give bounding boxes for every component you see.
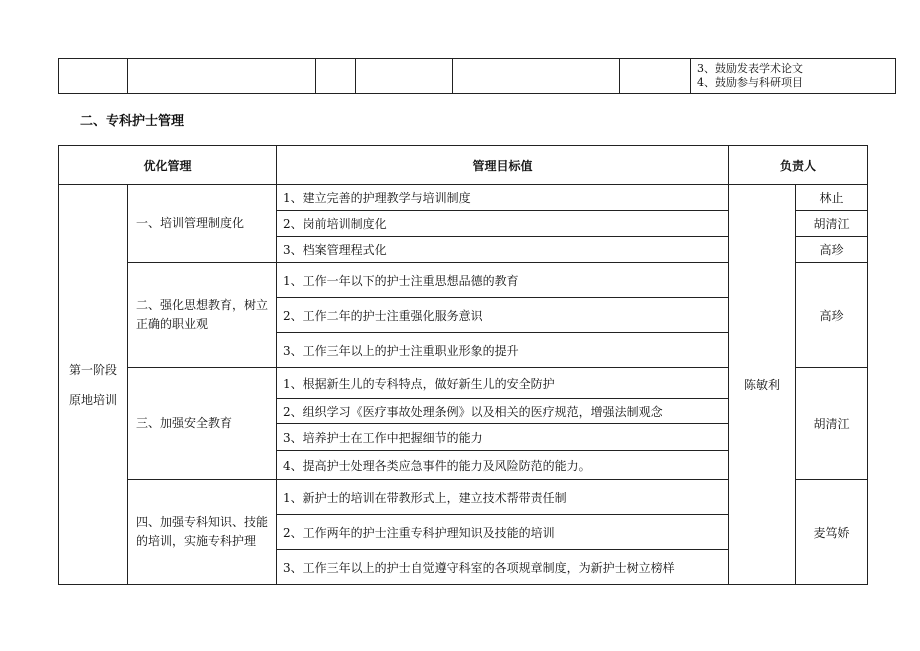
target-item: 3、档案管理程式化 bbox=[277, 237, 729, 263]
stage-label: 第一阶段 bbox=[68, 362, 117, 377]
target-item: 1、工作一年以下的护士注重思想品德的教育 bbox=[277, 263, 729, 298]
top-table-fragment bbox=[58, 58, 896, 94]
owner-cell: 麦笃娇 bbox=[796, 480, 868, 585]
header-owner: 负责人 bbox=[729, 146, 868, 185]
category-cell: 四、加强专科知识、技能的培训，实施专科护理 bbox=[128, 480, 277, 585]
target-item: 2、组织学习《医疗事故处理条例》以及相关的医疗规范，增强法制观念 bbox=[277, 399, 729, 424]
note-line: 4、鼓励参与科研项目 bbox=[697, 76, 803, 89]
overall-owner-cell: 陈敏利 bbox=[729, 185, 796, 585]
target-item: 3、培养护士在工作中把握细节的能力 bbox=[277, 424, 729, 451]
note-line: 3、鼓励发表学术论文 bbox=[697, 62, 803, 75]
stage-cell bbox=[59, 185, 128, 585]
notes-cell bbox=[691, 59, 896, 94]
owner-cell: 胡清江 bbox=[796, 211, 868, 237]
header-row bbox=[59, 146, 868, 185]
empty-cell bbox=[59, 59, 128, 94]
header-target: 管理目标值 bbox=[277, 146, 729, 185]
empty-cell bbox=[128, 59, 316, 94]
empty-cell bbox=[356, 59, 453, 94]
category-cell: 一、培训管理制度化 bbox=[128, 185, 277, 263]
nurse-management-table bbox=[58, 145, 868, 585]
owner-cell: 林止 bbox=[796, 185, 868, 211]
table-row bbox=[59, 185, 868, 211]
target-item: 4、提高护士处理各类应急事件的能力及风险防范的能力。 bbox=[277, 451, 729, 480]
section-heading: 二、专科护士管理 bbox=[80, 114, 185, 129]
owner-cell: 胡清江 bbox=[796, 368, 868, 480]
empty-cell bbox=[620, 59, 691, 94]
category-cell: 三、加强安全教育 bbox=[128, 368, 277, 480]
owner-cell: 高珍 bbox=[796, 263, 868, 368]
target-item: 1、建立完善的护理教学与培训制度 bbox=[277, 185, 729, 211]
empty-cell bbox=[316, 59, 356, 94]
target-item: 1、新护士的培训在带教形式上，建立技术帮带责任制 bbox=[277, 480, 729, 515]
target-item: 2、工作两年的护士注重专科护理知识及技能的培训 bbox=[277, 515, 729, 550]
target-item: 1、根据新生儿的专科特点，做好新生儿的安全防护 bbox=[277, 368, 729, 399]
target-item: 2、工作二年的护士注重强化服务意识 bbox=[277, 298, 729, 333]
target-item: 2、岗前培训制度化 bbox=[277, 211, 729, 237]
empty-cell bbox=[453, 59, 620, 94]
owner-cell: 高珍 bbox=[796, 237, 868, 263]
category-cell: 二、强化思想教育，树立正确的职业观 bbox=[128, 263, 277, 368]
stage-sublabel: 原地培训 bbox=[68, 392, 117, 407]
target-item: 3、工作三年以上的护士注重职业形象的提升 bbox=[277, 333, 729, 368]
table-row bbox=[59, 59, 896, 94]
header-optimize: 优化管理 bbox=[59, 146, 277, 185]
target-item: 3、工作三年以上的护士自觉遵守科室的各项规章制度，为新护士树立榜样 bbox=[277, 550, 729, 585]
